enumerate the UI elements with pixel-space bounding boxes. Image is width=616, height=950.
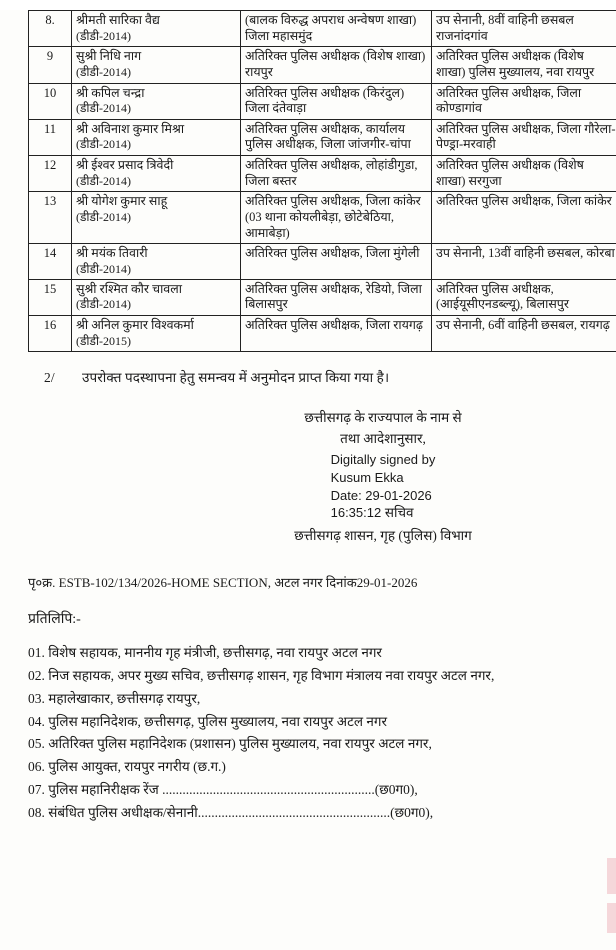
officer-batch: (डीडी-2014) [76, 210, 236, 225]
cell-serial: 12 [29, 156, 72, 192]
document-page [0, 10, 616, 950]
paragraph-text: उपरोक्त पदस्थापना हेतु समन्वय में अनुमोदन प्राप्त किया गया है। [82, 370, 389, 385]
digital-sign-date: Date: 29-01-2026 [331, 487, 436, 505]
officer-name: श्रीमती सारिका वैद्य [76, 13, 160, 27]
signature-line-2: तथा आदेशानुसार, [150, 429, 616, 450]
cell-current-posting: अतिरिक्त पुलिस अधीक्षक (किरंदुल) जिला दंतेवाड़ा [241, 83, 432, 119]
cell-new-posting: अतिरिक्त पुलिस अधीक्षक (विशेष शाखा) पुलिस मुख्यालय, नवा रायपुर [432, 47, 616, 83]
page-edge-mark [607, 903, 616, 933]
officer-batch: (डीडी-2015) [76, 334, 236, 349]
officer-name: श्री अनिल कुमार विश्वकर्मा [76, 318, 194, 332]
officer-batch: (डीडी-2014) [76, 137, 236, 152]
cell-current-posting: अतिरिक्त पुलिस अधीक्षक (विशेष शाखा) रायपुर [241, 47, 432, 83]
list-item: 03. महालेखाकार, छत्तीसगढ़ रायपुर, [28, 688, 590, 710]
cell-new-posting: अतिरिक्त पुलिस अधीक्षक, जिला कोण्डागांव [432, 83, 616, 119]
cell-current-posting: अतिरिक्त पुलिस अधीक्षक, जिला मुंगेली [241, 244, 432, 280]
list-item: 01. विशेष सहायक, माननीय गृह मंत्रीजी, छत्तीसगढ़, नवा रायपुर अटल नगर [28, 642, 590, 664]
cell-new-posting: अतिरिक्त पुलिस अधीक्षक, जिला कांकेर [432, 192, 616, 244]
officer-batch: (डीडी-2014) [76, 101, 236, 116]
cell-new-posting: उप सेनानी, 6वीं वाहिनी छसबल, रायगढ़ [432, 316, 616, 352]
list-item: 08. संबंधित पुलिस अधीक्षक/सेनानी.........................................................(छ0ग0), [28, 802, 590, 824]
signature-line-1: छत्तीसगढ़ के राज्यपाल के नाम से [150, 408, 616, 429]
officer-batch: (डीडी-2014) [76, 29, 236, 44]
cell-serial: 16 [29, 316, 72, 352]
officer-name: श्री ईश्वर प्रसाद त्रिवेदी [76, 158, 173, 172]
copy-list [28, 642, 590, 824]
officer-name: सुश्री निधि नाग [76, 49, 141, 63]
handwritten-designation: सचिव [385, 505, 414, 520]
cell-new-posting: उप सेनानी, 13वीं वाहिनी छसबल, कोरबा [432, 244, 616, 280]
cell-current-posting: अतिरिक्त पुलिस अधीक्षक, लोहांडीगुडा, जिला बस्तर [241, 156, 432, 192]
cell-name [72, 47, 241, 83]
list-item: 07. पुलिस महानिरीक्षक रेंज ...............................................................(छ0ग0), [28, 779, 590, 801]
cell-current-posting: अतिरिक्त पुलिस अधीक्षक, कार्यालय पुलिस अधीक्षक, जिला जांजगीर-चांपा [241, 119, 432, 155]
paragraph-number: 2/ [44, 370, 82, 386]
table-row [29, 244, 616, 280]
cell-name [72, 11, 241, 47]
cell-name [72, 316, 241, 352]
table-row [29, 192, 616, 244]
cell-current-posting: अतिरिक्त पुलिस अधीक्षक, जिला रायगढ़ [241, 316, 432, 352]
cell-serial: 10 [29, 83, 72, 119]
cell-new-posting: अतिरिक्त पुलिस अधीक्षक, (आईयूसीएनडब्ल्यू), बिलासपुर [432, 279, 616, 315]
cell-new-posting: अतिरिक्त पुलिस अधीक्षक (विशेष शाखा) सरगुजा [432, 156, 616, 192]
officer-name: श्री कपिल चन्द्रा [76, 86, 144, 100]
list-item: 05. अतिरिक्त पुलिस महानिदेशक (प्रशासन) पुलिस मुख्यालय, नवा रायपुर अटल नगर, [28, 733, 590, 755]
cell-serial: 14 [29, 244, 72, 280]
officer-batch: (डीडी-2014) [76, 174, 236, 189]
cell-new-posting: उप सेनानी, 8वीं वाहिनी छसबल राजनांदगांव [432, 11, 616, 47]
cell-name [72, 119, 241, 155]
officer-batch: (डीडी-2014) [76, 65, 236, 80]
cell-serial: 8. [29, 11, 72, 47]
table-row [29, 47, 616, 83]
cell-current-posting: अतिरिक्त पुलिस अधीक्षक, रेडियो, जिला बिलासपुर [241, 279, 432, 315]
cell-current-posting: (बालक विरुद्ध अपराध अन्वेषण शाखा) जिला महासमुंद [241, 11, 432, 47]
officers-transfer-table [28, 10, 616, 352]
cell-name [72, 279, 241, 315]
cell-serial: 15 [29, 279, 72, 315]
cell-current-posting: अतिरिक्त पुलिस अधीक्षक, जिला कांकेर (03 थाना कोयलीबेड़ा, छोटेबेठिया, आमाबेड़ा) [241, 192, 432, 244]
officer-batch: (डीडी-2014) [76, 262, 236, 277]
cell-name [72, 192, 241, 244]
cell-serial: 9 [29, 47, 72, 83]
digital-signer-name: Kusum Ekka [331, 469, 436, 487]
list-item: 04. पुलिस महानिदेशक, छत्तीसगढ़, पुलिस मुख्यालय, नवा रायपुर अटल नगर [28, 711, 590, 733]
cell-serial: 13 [29, 192, 72, 244]
digital-sign-time-row [331, 504, 436, 524]
table-row [29, 119, 616, 155]
cell-name [72, 156, 241, 192]
cell-new-posting: अतिरिक्त पुलिस अधीक्षक, जिला गौरेला-पेण्ड्रा-मरवाही [432, 119, 616, 155]
list-item: 02. निज सहायक, अपर मुख्य सचिव, छत्तीसगढ़ शासन, गृह विभाग मंत्रालय नवा रायपुर अटल नगर, [28, 665, 590, 687]
table-row [29, 279, 616, 315]
copy-heading: प्रतिलिपि:- [28, 609, 616, 628]
officer-name: श्री मयंक तिवारी [76, 246, 148, 260]
cell-serial: 11 [29, 119, 72, 155]
digital-signature [331, 451, 436, 524]
table-row [29, 316, 616, 352]
officer-name: श्री योगेश कुमार साहू [76, 194, 167, 208]
endorsement-line: पृ०क्र. ESTB-102/134/2026-HOME SECTION, अटल नगर दिनांक29-01-2026 [28, 573, 616, 591]
paragraph-two [44, 368, 616, 386]
digital-signed-by-label: Digitally signed by [331, 451, 436, 469]
table-row [29, 11, 616, 47]
table-body [29, 11, 616, 352]
list-item: 06. पुलिस आयुक्त, रायपुर नगरीय (छ.ग.) [28, 756, 590, 778]
cell-name [72, 83, 241, 119]
signature-block [0, 408, 616, 547]
table-row [29, 83, 616, 119]
officer-batch: (डीडी-2014) [76, 297, 236, 312]
page-edge-mark [607, 858, 616, 894]
digital-sign-time: 16:35:12 [331, 505, 382, 520]
table-row [29, 156, 616, 192]
officer-name: सुश्री रश्मित कौर चावला [76, 282, 182, 296]
officer-name: श्री अविनाश कुमार मिश्रा [76, 122, 184, 136]
cell-name [72, 244, 241, 280]
department-line: छत्तीसगढ़ शासन, गृह (पुलिस) विभाग [150, 526, 616, 547]
